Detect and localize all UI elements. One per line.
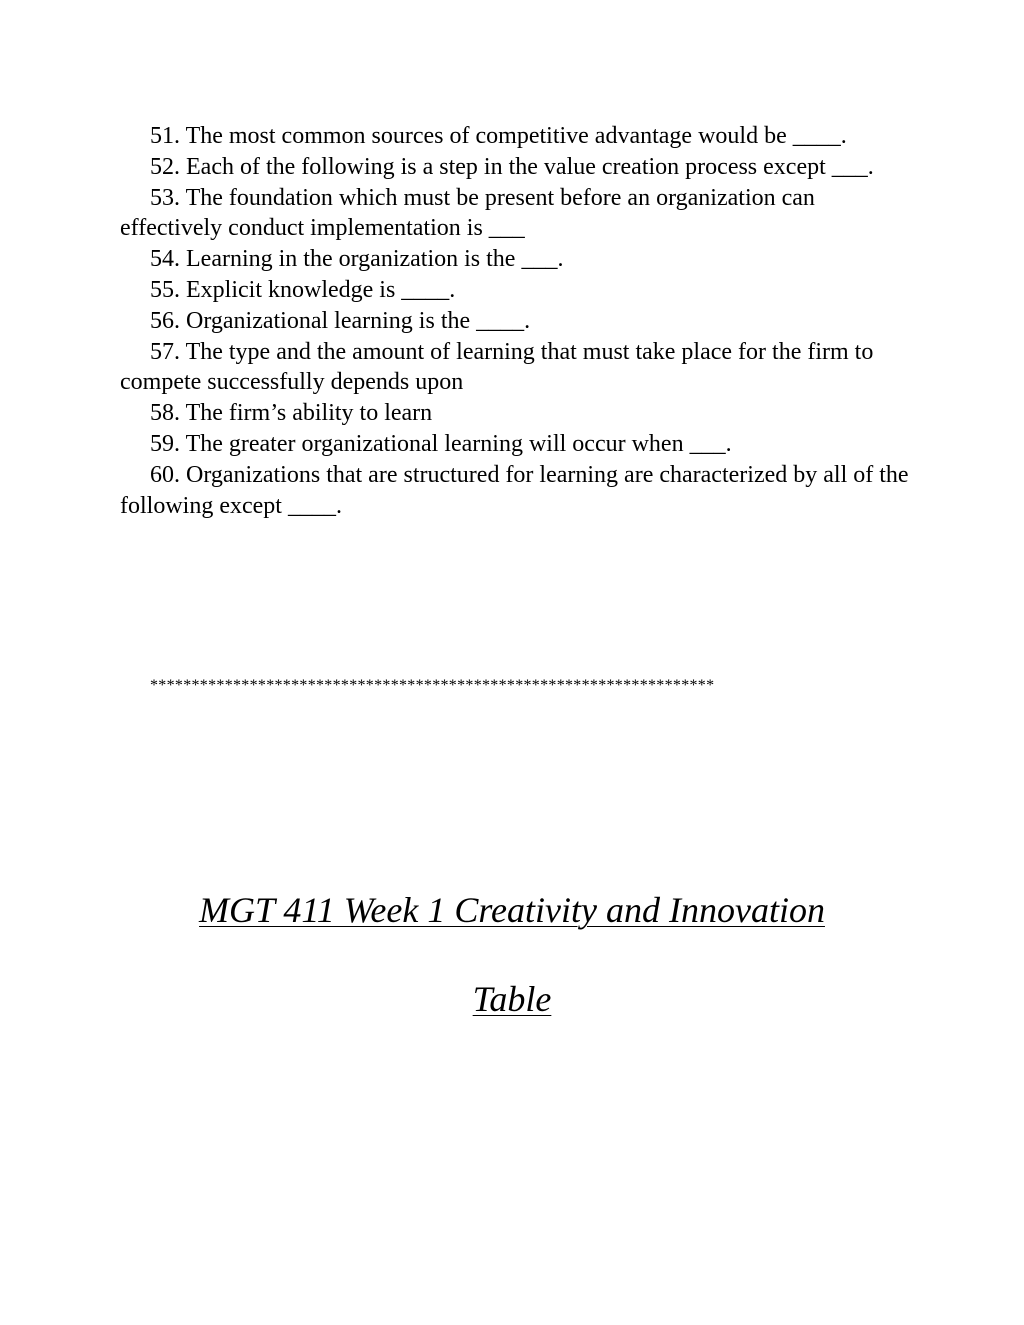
- section-heading-line-2: Table: [472, 979, 552, 1019]
- question-58: 58. The firm’s ability to learn: [150, 400, 433, 427]
- question-51: 51. The most common sources of competitive advantage would be ____.: [150, 123, 847, 149]
- section-heading-line-1: MGT 411 Week 1 Creativity and Innovation: [199, 890, 825, 930]
- question-54: 54. Learning in the organization is the ___.: [150, 246, 564, 273]
- question-52: 52. Each of the following is a step in the value creation process except ___.: [150, 153, 874, 180]
- question-53: 53. The foundation which must be present before an organization can effectively conduct implementation is ___: [120, 184, 815, 242]
- question-59: 59. The greater organizational learning will occur when ___.: [150, 430, 732, 457]
- section-heading-continued: [0, 977, 1024, 1021]
- question-55: 55. Explicit knowledge is ____.: [150, 276, 456, 303]
- question-60: 60. Organizations that are structured for learning are characterized by all of the following except ____.: [120, 461, 909, 519]
- question-list: [120, 121, 910, 521]
- asterisk-separator: ********************************************************************: [150, 677, 715, 694]
- section-heading: [0, 888, 1024, 932]
- question-56: 56. Organizational learning is the ____.: [150, 307, 531, 334]
- question-57: 57. The type and the amount of learning that must take place for the firm to compete successfully depends upon: [120, 338, 874, 396]
